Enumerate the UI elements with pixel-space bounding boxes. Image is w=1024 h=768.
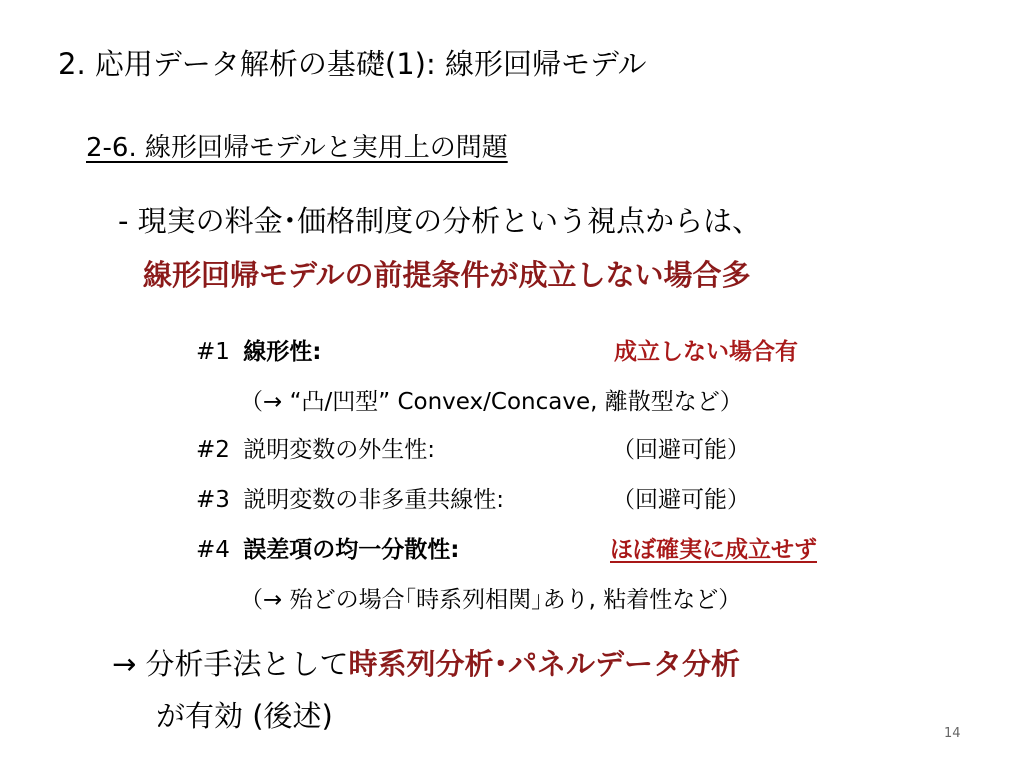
item-4-note: （→ 殆どの場合｢時系列相関｣あり, 粘着性など） bbox=[240, 587, 742, 613]
item-3 bbox=[196, 481, 504, 514]
item-2-number: #2 bbox=[196, 437, 230, 463]
conclusion-line-2: が有効 (後述) bbox=[156, 699, 333, 733]
item-1-number: #1 bbox=[196, 339, 230, 365]
item-1-note: （→ “凸/凹型” Convex/Concave, 離散型など） bbox=[240, 389, 743, 415]
conclusion-highlight: 時系列分析･パネルデータ分析 bbox=[348, 647, 741, 681]
slide-title: 2. 応用データ解析の基礎(1): 線形回帰モデル bbox=[58, 47, 647, 81]
item-3-status: （回避可能） bbox=[612, 487, 750, 513]
bullet-line-1: - 現実の料金･価格制度の分析という視点からは、 bbox=[118, 204, 762, 238]
slide-subtitle: 2-6. 線形回帰モデルと実用上の問題 bbox=[86, 133, 508, 163]
item-4-label: 誤差項の均一分散性: bbox=[243, 537, 460, 563]
item-4 bbox=[196, 531, 459, 564]
conclusion-prefix: → 分析手法として bbox=[112, 647, 349, 681]
conclusion-line-1 bbox=[112, 642, 740, 683]
item-2-status: （回避可能） bbox=[612, 437, 750, 463]
item-1-label: 線形性: bbox=[243, 339, 322, 365]
item-2-label: 説明変数の外生性: bbox=[243, 437, 435, 463]
item-4-status: ほぼ確実に成立せず bbox=[610, 537, 817, 563]
page-number: 14 bbox=[944, 726, 961, 741]
item-1-status: 成立しない場合有 bbox=[614, 339, 798, 365]
item-3-number: #3 bbox=[196, 487, 230, 513]
item-1 bbox=[196, 333, 321, 366]
item-4-number: #4 bbox=[196, 537, 230, 563]
item-3-label: 説明変数の非多重共線性: bbox=[243, 487, 504, 513]
item-2 bbox=[196, 431, 435, 464]
bullet-line-2: 線形回帰モデルの前提条件が成立しない場合多 bbox=[143, 258, 751, 292]
